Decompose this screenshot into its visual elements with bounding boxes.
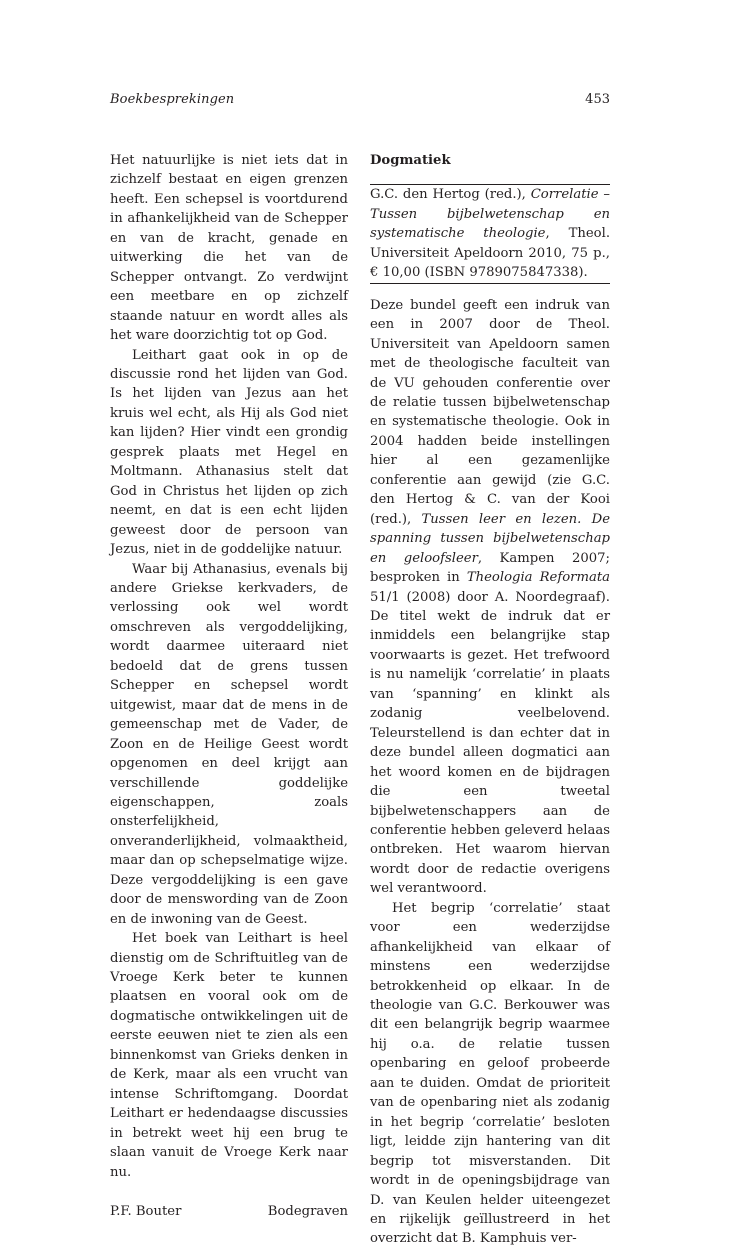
biblio-authors: G.C. den Hertog (red.), [370,187,531,203]
page-number: 453 [585,92,610,107]
review-body [370,296,610,1249]
section-title: Dogmatiek [370,153,451,168]
paragraph: Leithart gaat ook in op de discussie rond het lijden van God. Is het lijden van Jezus aan het kruis wel echt, als Hij als God niet kan lijden? Hier vindt een grondig gesprek plaats met Hegel en Moltmann. Athanasius stelt dat God in Christus het lijden op zich neemt, en dat is een echt lijden geweest door de persoon van Jezus, niet in de goddelijke natuur. [110,347,348,558]
signature-author: P.F. Bouter [110,1204,182,1220]
text-run: Deze bundel geeft een indruk van een in 2007 door de Theol. Universiteit van Apeldoorn samen met de theologische faculteit van de VU gehouden conferentie over de relatie tussen bijbelwetenschap en systematische theologie. Ook in 2004 hadden beide instellingen hier al een gezamenlijke conferentie aan gewijd (zie G.C. den Hertog & C. van der Kooi (red.), [370,297,610,527]
biblio-title: Correlatie – Tussen bijbelwetenschap en systematische theologie [370,187,610,242]
signature-place: Bodegraven [267,1204,348,1220]
right-column [370,151,610,1249]
paragraph: Het begrip ‘correlatie’ staat voor een wederzijdse afhankelijkheid van elkaar of minstens een wederzijdse betrokkenheid op elkaar. In de theologie van G.C. Berkouwer was dit een belangrijk begrip waarmee hij o.a. de relatie tussen openbaring en geloof probeerde aan te duiden. Omdat de prioriteit van de openbaring niet als zodanig in het begrip ‘correlatie’ besloten ligt, leidde zijn hantering van dit begrip tot misverstanden. Dit wordt in de openingsbijdrage van D. van Keulen helder uiteengezet en rijkelijk geïllustreerd in het overzicht dat B. Kamphuis ver- [370,900,610,1247]
divider [370,283,610,284]
review-signature [110,1202,348,1222]
paragraph: Het natuurlijke is niet iets dat in zichzelf bestaat en eigen grenzen heeft. Een schepsel is voortdurend in afhankelijkheid van de Schepper en van de kracht, genade en uitwerking die het van de Schepper ontvangt. Zo verdwijnt een meetbare en op zichzelf staande natuur en wordt alles als het ware doorzichtig tot op God. [110,153,348,344]
running-head [110,92,610,112]
running-title: Boekbesprekingen [110,92,235,107]
paragraph: Het boek van Leithart is heel dienstig om de Schriftuitleg van de Vroege Kerk beter te kunnen plaatsen en vooral ook om de dogmatische ontwikkelingen uit de eerste eeuwen niet te zien als een binnenkomst van Grieks denken in de Kerk, maar als een vrucht van intense Schriftomgang. Doordat Leithart er hedendaagse discussies in betrekt weet hij een brug te slaan vanuit de Vroege Kerk naar nu. [110,931,348,1180]
book-title: Tussen leer en lezen. De spanning tussen bijbelwetenschap en geloofsleer [370,511,611,566]
text-run: 51/1 (2008) door A. Noordegraaf). De titel wekt de indruk dat er inmiddels een belangrijke stap voorwaarts is gezet. Het trefwoord is nu namelijk ‘correlatie’ in plaats van ‘spanning’ en klinkt als zodanig veelbelovend. Teleurstellend is dan echter dat in deze bundel alleen dogmatici aan het woord komen en de bijdragen die een tweetal bijbelwetenschappers aan de conferentie hebben geleverd helaas ontbreken. Het waarom hiervan wordt door de redactie overigens wel verantwoord. [370,589,610,897]
text-run: , Kampen 2007; besproken in [370,550,610,586]
journal-title: Theologia Reformata [466,570,610,586]
biblio-details: , Theol. Universiteit Apeldoorn 2010, 75 p., € 10,00 (ISBN 9789075847338). [370,226,611,281]
paragraph [370,296,610,899]
paragraph: Waar bij Athanasius, evenals bij andere Griekse kerkvaders, de verlossing ook wel wordt omschreven als vergoddelijking, wordt daarmee uiteraard niet bedoeld dat de grens tussen Schepper en schepsel wordt uitgewist, maar dat de mens in de gemeenschap met de Vader, de Zoon en de Heilige Geest wordt opgenomen en deel krijgt aan verschillende goddelijke eigenschappen, zoals onsterfelijkheid, onveranderlijkheid, volmaaktheid, maar dan op schepselmatige wijze. Deze vergoddelijking is een gave door de menswording van de Zoon en de inwoning van de Geest. [110,561,348,927]
bibliographic-entry [370,185,610,282]
left-column [110,151,348,1222]
